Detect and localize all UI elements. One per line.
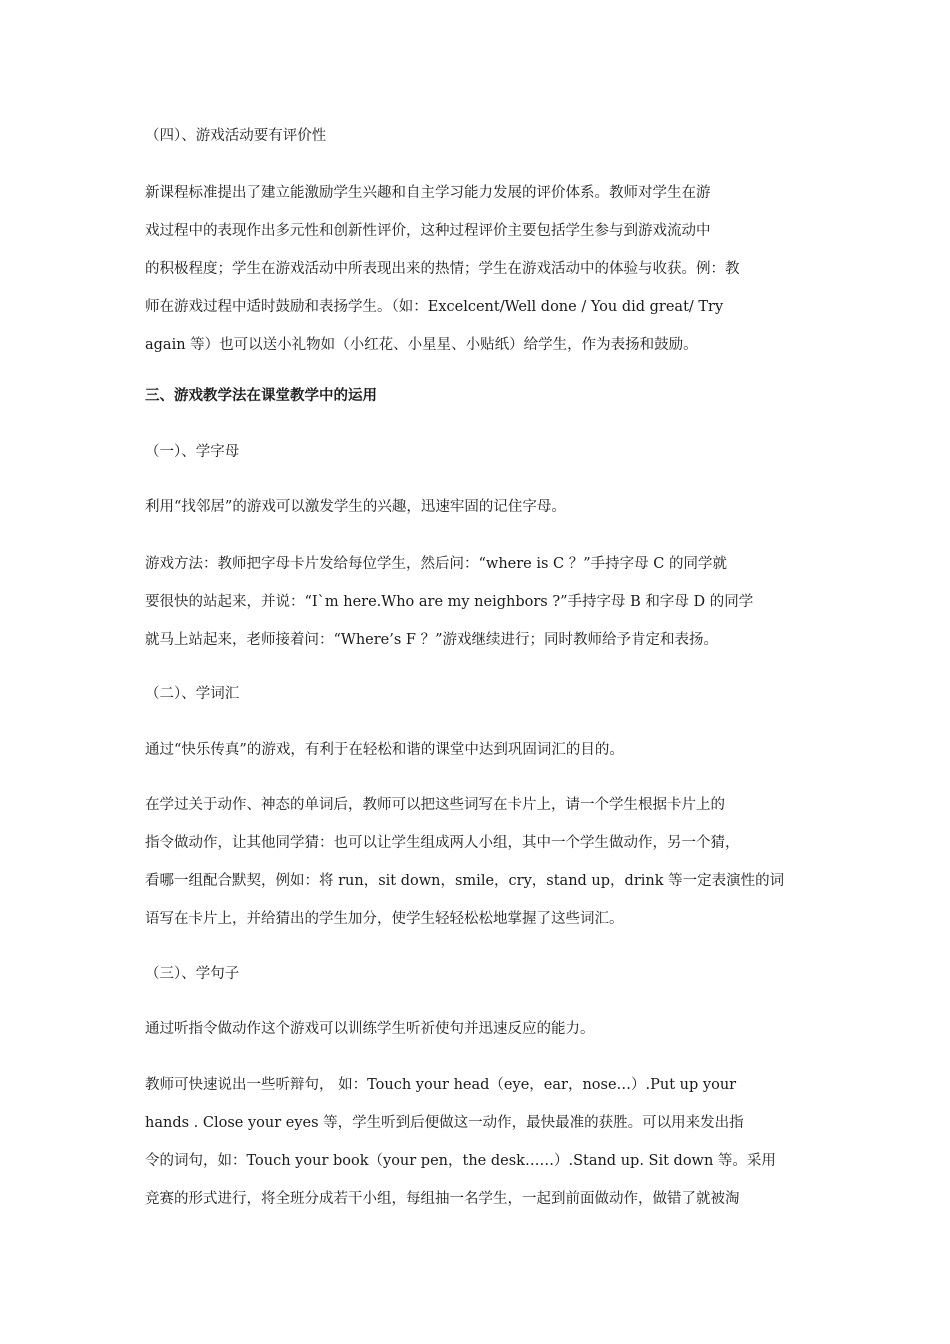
text-line: again 等）也可以送小礼物如（小红花、小星星、小贴纸）给学生，作为表扬和鼓励。 [145,337,698,353]
evaluation-paragraph [145,174,815,364]
text-line: hands . Close your eyes 等，学生听到后便做这一动作，最快最准的获胜。可以用来发出指 [145,1115,744,1131]
text-line: 师在游戏过程中适时鼓励和表扬学生。（如：Excelcent/Well done / You did great/ Try [145,299,724,315]
text-line: 语写在卡片上，并给猜出的学生加分，使学生轻轻松松地掌握了这些词汇。 [145,911,624,927]
text-line: 要很快的站起来，并说：“I`m here.Who are my neighbors ?”手持字母 B 和字母 D 的同学 [145,594,754,610]
section-4-subheading: （四）、游戏活动要有评价性 [145,128,327,144]
text-line: 教师可快速说出一些听辩句， 如：Touch your head（eye，ear，nose…）.Put up your [145,1077,737,1093]
letters-game-paragraph [145,545,815,659]
text-line: 利用“找邻居”的游戏可以激发学生的兴趣，迅速牢固的记住字母。 [145,499,566,515]
text-line: 看哪一组配合默契，例如：将 run，sit down，smile，cry，stand up，drink 等一定表演性的词 [145,873,785,889]
text-line: 的积极程度；学生在游戏活动中所表现出来的热情；学生在游戏活动中的体验与收获。例：教 [145,261,740,277]
vocab-intro-paragraph [145,731,815,769]
text-line: 戏过程中的表现作出多元性和创新性评价，这种过程评价主要包括学生参与到游戏流动中 [145,223,711,239]
text-line: 游戏方法：教师把字母卡片发给每位学生，然后问：“where is C ？”手持字母 C 的同学就 [145,556,727,572]
text-line: 竞赛的形式进行，将全班分成若干小组，每组抽一名学生，一起到前面做动作，做错了就被淘 [145,1191,740,1207]
text-line: 新课程标准提出了建立能激励学生兴趣和自主学习能力发展的评价体系。教师对学生在游 [145,185,711,201]
text-line: 通过“快乐传真”的游戏，有利于在轻松和谐的课堂中达到巩固词汇的目的。 [145,742,624,758]
text-line: 指令做动作，让其他同学猜：也可以让学生组成两人小组，其中一个学生做动作，另一个猜， [145,835,740,851]
text-line: 在学过关于动作、神态的单词后，教师可以把这些词写在卡片上，请一个学生根据卡片上的 [145,797,725,813]
vocab-game-paragraph [145,786,815,938]
text-line: 通过听指令做动作这个游戏可以训练学生听祈使句并迅速反应的能力。 [145,1021,595,1037]
text-line: 就马上站起来，老师接着问：“Where’s F ？”游戏继续进行；同时教师给予肯定和表扬。 [145,632,718,648]
sentence-game-paragraph [145,1066,815,1218]
text-line: 令的词句，如：Touch your book（your pen，the desk……）.Stand up. Sit down 等。采用 [145,1153,776,1169]
letters-intro-paragraph [145,488,815,526]
chapter-3-heading: 三、游戏教学法在课堂教学中的运用 [145,387,377,404]
subsection-2-heading: （二）、学词汇 [145,686,240,702]
subsection-1-heading: （一）、学字母 [145,444,240,460]
sentence-intro-paragraph [145,1010,815,1048]
subsection-3-heading: （三）、学句子 [145,966,240,982]
